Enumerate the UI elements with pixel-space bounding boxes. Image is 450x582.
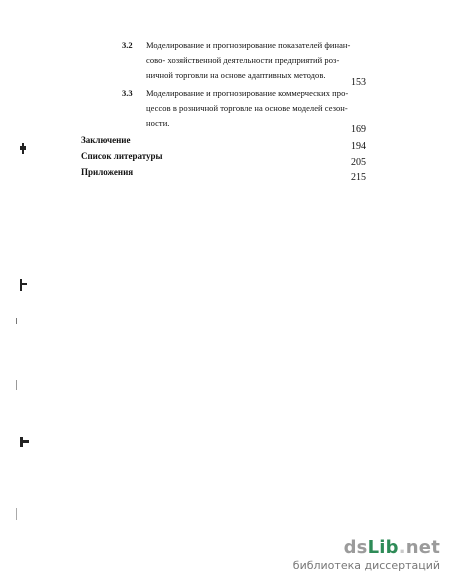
dslib-watermark <box>293 538 440 572</box>
toc-entry-appendices: Приложения <box>81 167 134 177</box>
section-title-line: Моделирование и прогнозирование коммерческих про- <box>146 88 349 98</box>
section-title-line: ничной торговли на основе адаптивных методов. <box>146 70 326 80</box>
watermark-subtitle: библиотека диссертаций <box>292 559 440 572</box>
logo-dot-part: . <box>398 537 406 558</box>
section-title-line: цессов в розничной торговле на основе моделей сезон- <box>146 103 348 113</box>
logo-net-part: net <box>405 537 440 558</box>
toc-entry-appendices-page: 215 <box>351 172 366 183</box>
section-number: 3.2 <box>122 40 133 50</box>
section-page-number: 169 <box>351 124 366 135</box>
logo-ds-part: ds <box>343 537 368 558</box>
section-title-line: Моделирование и прогнозирование показателей финан- <box>146 40 351 50</box>
toc-entry-references: Список литературы <box>81 151 163 161</box>
toc-entry-conclusion: Заключение <box>81 135 131 145</box>
section-title-line: сово- хозяйственной деятельности предприятий роз- <box>146 55 340 65</box>
toc-entry-references-page: 205 <box>351 157 366 168</box>
dslib-logo <box>293 538 440 558</box>
toc-entry-conclusion-page: 194 <box>351 141 366 152</box>
logo-lib-part: Lib <box>367 537 399 558</box>
section-title-line: ности. <box>146 118 170 128</box>
section-page-number: 153 <box>351 77 366 88</box>
section-number: 3.3 <box>122 88 133 98</box>
